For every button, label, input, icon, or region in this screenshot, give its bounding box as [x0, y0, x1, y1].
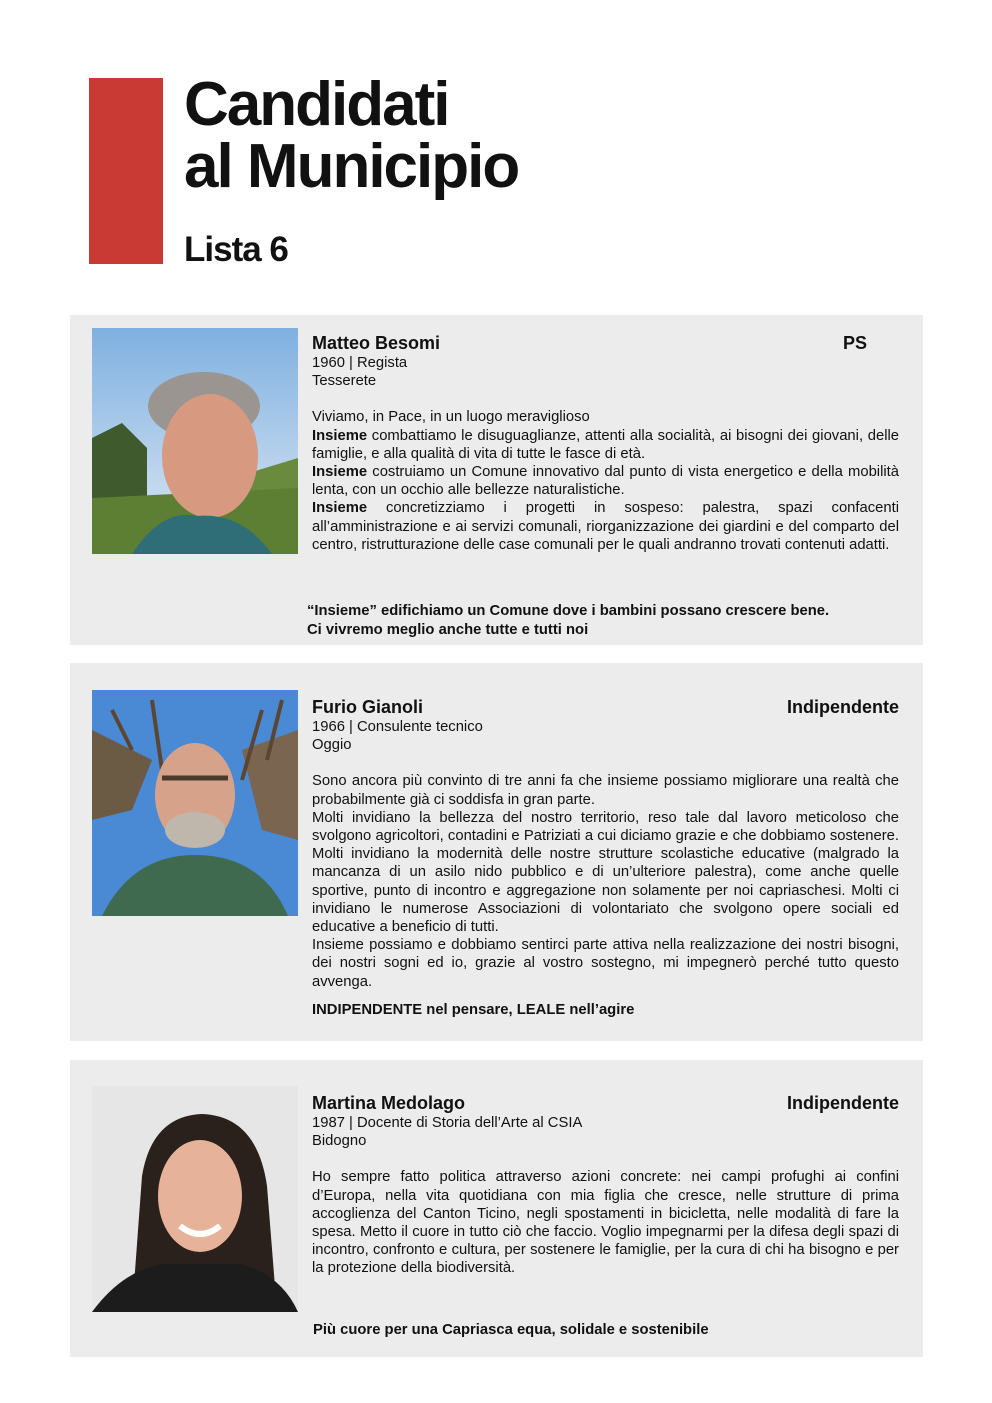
accent-bar — [89, 78, 163, 264]
candidate-place: Tesserete — [312, 373, 377, 390]
candidate-photo — [92, 690, 298, 916]
candidate-info — [312, 1092, 899, 1278]
candidate-party: Indipendente — [787, 697, 899, 717]
candidate-party: PS — [842, 333, 867, 353]
candidate-card-gianoli — [70, 663, 923, 1041]
candidate-motto: Più cuore per una Capriasca equa, solidale e sostenibile — [313, 1322, 709, 1338]
candidate-bio: Ho sempre fatto politica attraverso azioni concrete: nei campi profughi ai confini d’Europa, nella vita quotidiana con mia figlia che cresce, nelle strutture di prima accoglienza del Canton Ticino, negli spostamenti in bicicletta, nelle modalità di fare la spesa. Metto il cuore in tutto ciò che faccio. Voglio impegnarmi per la difesa degli spazi di incontro, confronto e cultura, per sostenere le famiglie, per la cura di chi ha bisogno e per la protezione della biodiversità. — [312, 1169, 899, 1277]
candidate-year-job: 1987 | Docente di Storia dell’Arte al CSIA — [312, 1115, 583, 1131]
candidate-year-job: 1960 | Regista — [312, 355, 408, 371]
candidate-intro: Viviamo, in Pace, in un luogo meraviglioso — [312, 409, 590, 426]
candidate-points: Insieme combattiamo le disuguaglianze, attenti alla socialità, ai bisogni dei giovani, delle famiglie, e alla qualità di vita di tutte le fasce di età. Insieme costruiamo un Comune innovativo dal punto di vista energetico e della mobilità lenta, con un occhio alle bellezze naturalistiche. Insieme concretizziamo i progetti in sospeso: palestra, spazi confacenti all’amministrazione e ai servizi comunali, riorganizzazione dei giardini e del comparto del centro, ristrutturazione delle case comunali per le quali andranno trovati contenuti adatti. — [312, 427, 899, 553]
candidate-name: Furio Gianoli — [312, 697, 423, 717]
candidate-card-besomi — [70, 315, 923, 645]
candidate-photo — [92, 1086, 298, 1312]
candidate-place: Oggio — [312, 737, 352, 754]
candidate-motto: “Insieme” edifichiamo un Comune dove i bambini possano crescere bene. Ci vivremo meglio anche tutte e tutti noi — [307, 603, 830, 638]
candidate-info — [312, 696, 899, 1019]
list-subtitle: Lista 6 — [184, 230, 288, 269]
candidate-bio: Sono ancora più convinto di tre anni fa che insieme possiamo migliorare una realtà che probabilmente già ci soddisfa in gran parte. Molti invidiano la bellezza del nostro territorio, reso tale dal lavoro meticoloso che svolgono agricoltori, contadini e Patriziati a cui diciamo grazie e che dobbiamo sostenere. Molti invidiano la modernità delle nostre strutture scolastiche educative (malgrado la mancanza di un asilo nido pubblico e di un’ulteriore palestra), come anche quelle sportive, punto di incontro e aggregazione non solamente per noi capriaschesi. Molti ci invidiano le numerose Associazioni di volontariato che svolgono opere sociali ed educative a beneficio di tutti. Insieme possiamo e dobbiamo sentirci parte attiva nella realizzazione dei nostri bisogni, dei nostri sogni ed io, grazie al vostro sostegno, mi impegnerò perché tutto questo avvenga. — [312, 773, 899, 990]
candidate-info — [312, 332, 899, 554]
page-title: Candidati al Municipio — [184, 70, 519, 201]
candidate-place: Bidogno — [312, 1133, 367, 1150]
candidate-motto: INDIPENDENTE nel pensare, LEALE nell’agire — [312, 1001, 635, 1018]
candidate-photo — [92, 328, 298, 554]
candidate-card-medolago — [70, 1060, 923, 1357]
candidate-party: Indipendente — [787, 1093, 899, 1113]
candidate-name: Matteo Besomi — [312, 333, 441, 353]
candidate-name: Martina Medolago — [312, 1093, 466, 1113]
candidate-year-job: 1966 | Consulente tecnico — [312, 719, 483, 735]
